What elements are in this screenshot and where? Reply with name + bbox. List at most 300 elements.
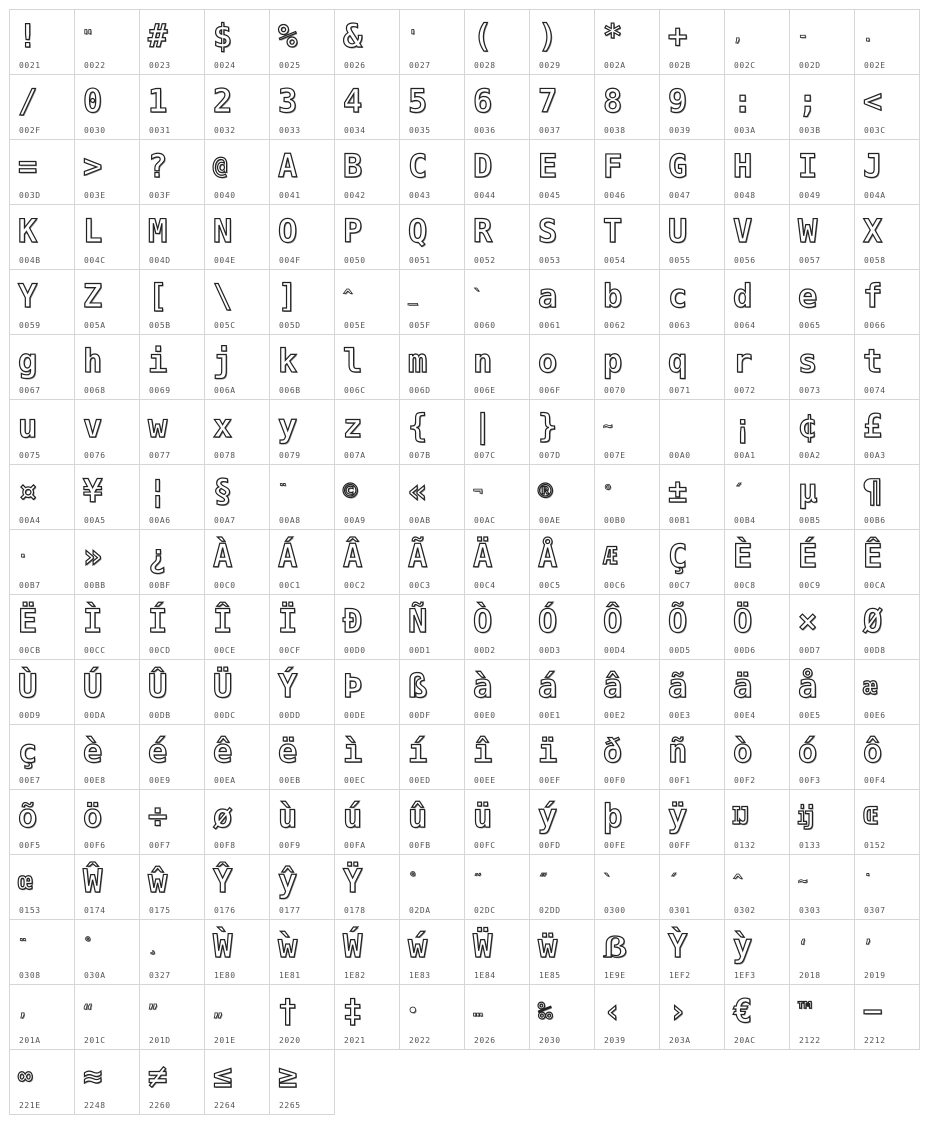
glyph-codepoint: 002B	[669, 61, 691, 70]
glyph-preview: ë	[278, 732, 298, 770]
glyph-codepoint: 00D3	[539, 646, 561, 655]
glyph-cell	[205, 270, 270, 335]
glyph-codepoint: 00E0	[474, 711, 496, 720]
glyph-codepoint: 00DE	[344, 711, 366, 720]
glyph-cell	[400, 335, 465, 400]
glyph-cell	[10, 660, 75, 725]
glyph-preview: ò	[733, 732, 753, 770]
glyph-cell	[465, 725, 530, 790]
glyph-cell	[595, 920, 660, 985]
glyph-codepoint: 00A5	[84, 516, 106, 525]
glyph-codepoint: 2212	[864, 1036, 886, 1045]
glyph-codepoint: 0302	[734, 906, 756, 915]
glyph-cell	[270, 855, 335, 920]
glyph-preview: Â	[343, 537, 363, 575]
glyph-cell	[855, 790, 920, 855]
glyph-cell	[75, 725, 140, 790]
glyph-cell	[530, 725, 595, 790]
glyph-cell	[270, 1050, 335, 1115]
glyph-codepoint: 004B	[19, 256, 41, 265]
glyph-preview: ỳ	[733, 927, 753, 965]
glyph-codepoint: 00EE	[474, 776, 496, 785]
glyph-preview: ‚	[18, 1001, 28, 1020]
glyph-cell	[335, 465, 400, 530]
glyph-preview: ›	[668, 992, 688, 1030]
glyph-preview: î	[473, 732, 493, 770]
glyph-preview: [	[148, 277, 168, 315]
glyph-codepoint: 00E5	[799, 711, 821, 720]
glyph-preview: b	[603, 277, 623, 315]
glyph-codepoint: 00F4	[864, 776, 886, 785]
glyph-codepoint: 0033	[279, 126, 301, 135]
glyph-preview: W	[798, 212, 818, 250]
glyph-cell	[270, 400, 335, 465]
glyph-cell	[10, 335, 75, 400]
glyph-preview: Ý	[278, 667, 298, 705]
glyph-cell	[75, 790, 140, 855]
glyph-preview: i	[148, 342, 168, 380]
glyph-cell	[725, 75, 790, 140]
glyph-codepoint: 005B	[149, 321, 171, 330]
glyph-preview: <	[863, 82, 883, 120]
glyph-preview: Í	[148, 602, 168, 640]
glyph-codepoint: 00C7	[669, 581, 691, 590]
glyph-cell	[790, 270, 855, 335]
glyph-codepoint: 00E6	[864, 711, 886, 720]
glyph-cell	[595, 660, 660, 725]
glyph-preview: é	[148, 732, 168, 770]
glyph-preview: A	[278, 147, 298, 185]
glyph-codepoint: 00CC	[84, 646, 106, 655]
glyph-cell	[335, 790, 400, 855]
glyph-codepoint: 0055	[669, 256, 691, 265]
glyph-cell	[725, 335, 790, 400]
glyph-cell	[790, 205, 855, 270]
glyph-codepoint: 201D	[149, 1036, 171, 1045]
glyph-cell	[205, 10, 270, 75]
glyph-preview: 2	[213, 82, 233, 120]
glyph-preview: x	[213, 407, 233, 445]
glyph-preview: ẃ	[408, 927, 428, 965]
glyph-cell	[725, 985, 790, 1050]
glyph-preview: Ŵ	[83, 862, 103, 900]
glyph-codepoint: 004E	[214, 256, 236, 265]
glyph-codepoint: 003C	[864, 126, 886, 135]
glyph-cell	[855, 205, 920, 270]
glyph-codepoint: 005F	[409, 321, 431, 330]
glyph-preview: }	[538, 407, 558, 445]
glyph-preview: 3	[278, 82, 298, 120]
glyph-cell	[270, 985, 335, 1050]
glyph-preview: õ	[18, 797, 38, 835]
glyph-preview: f	[863, 277, 883, 315]
glyph-codepoint: 003A	[734, 126, 756, 135]
glyph-codepoint: 0177	[279, 906, 301, 915]
glyph-cell	[400, 465, 465, 530]
glyph-preview: Ÿ	[343, 862, 363, 900]
glyph-preview: 9	[668, 82, 688, 120]
glyph-preview: v	[83, 407, 103, 445]
glyph-codepoint: 003D	[19, 191, 41, 200]
glyph-codepoint: 221E	[19, 1101, 41, 1110]
glyph-preview: ≠	[148, 1057, 168, 1095]
glyph-cell	[205, 1050, 270, 1115]
glyph-codepoint: 006E	[474, 386, 496, 395]
glyph-cell	[595, 530, 660, 595]
glyph-codepoint: 0174	[84, 906, 106, 915]
glyph-cell	[660, 985, 725, 1050]
glyph-preview: “	[83, 1001, 93, 1020]
glyph-codepoint: 00E8	[84, 776, 106, 785]
glyph-preview: \	[213, 277, 233, 315]
glyph-codepoint: 0047	[669, 191, 691, 200]
glyph-preview: ˜	[473, 871, 483, 890]
glyph-preview: Î	[213, 602, 233, 640]
glyph-preview: `	[603, 871, 613, 890]
glyph-codepoint: 2039	[604, 1036, 626, 1045]
glyph-cell	[855, 595, 920, 660]
glyph-codepoint: 00D9	[19, 711, 41, 720]
glyph-cell	[790, 75, 855, 140]
glyph-cell	[270, 660, 335, 725]
glyph-codepoint: 00D8	[864, 646, 886, 655]
glyph-cell	[530, 270, 595, 335]
glyph-preview: Ü	[213, 667, 233, 705]
glyph-preview: V	[733, 212, 753, 250]
glyph-cell	[140, 920, 205, 985]
glyph-codepoint: 0077	[149, 451, 171, 460]
glyph-codepoint: 00FD	[539, 841, 561, 850]
glyph-preview: £	[863, 407, 883, 445]
glyph-cell	[595, 790, 660, 855]
glyph-cell	[10, 855, 75, 920]
glyph-preview: j	[213, 342, 233, 380]
glyph-cell	[660, 10, 725, 75]
glyph-cell	[335, 335, 400, 400]
glyph-codepoint: 0074	[864, 386, 886, 395]
glyph-cell	[465, 855, 530, 920]
glyph-preview: #	[148, 17, 168, 55]
glyph-preview: ẞ	[603, 927, 628, 965]
glyph-cell	[790, 790, 855, 855]
glyph-codepoint: 007E	[604, 451, 626, 460]
glyph-preview: ¸	[148, 936, 158, 955]
glyph-codepoint: 00D2	[474, 646, 496, 655]
glyph-preview: ˚	[83, 936, 93, 955]
glyph-codepoint: 00A1	[734, 451, 756, 460]
glyph-preview: z	[343, 407, 363, 445]
glyph-cell	[270, 140, 335, 205]
glyph-preview: ¡	[733, 407, 753, 445]
glyph-cell	[270, 465, 335, 530]
glyph-cell	[75, 75, 140, 140]
glyph-codepoint: 0028	[474, 61, 496, 70]
glyph-cell	[595, 205, 660, 270]
glyph-cell	[790, 595, 855, 660]
glyph-codepoint: 00B5	[799, 516, 821, 525]
glyph-codepoint: 2020	[279, 1036, 301, 1045]
glyph-preview: F	[603, 147, 623, 185]
glyph-cell	[790, 985, 855, 1050]
glyph-cell	[530, 920, 595, 985]
glyph-preview: ’	[863, 936, 873, 955]
glyph-preview: n	[473, 342, 493, 380]
glyph-preview: T	[603, 212, 623, 250]
glyph-codepoint: 004D	[149, 256, 171, 265]
glyph-codepoint: 002D	[799, 61, 821, 70]
glyph-cell	[595, 270, 660, 335]
glyph-preview: Ẁ	[213, 927, 233, 965]
glyph-codepoint: 0021	[19, 61, 41, 70]
glyph-cell	[140, 1050, 205, 1115]
glyph-codepoint: 0027	[409, 61, 431, 70]
glyph-cell	[530, 205, 595, 270]
glyph-codepoint: 00CB	[19, 646, 41, 655]
glyph-preview: ≈	[83, 1057, 103, 1095]
glyph-cell	[790, 465, 855, 530]
glyph-preview: Ï	[278, 602, 298, 640]
glyph-preview: |	[473, 407, 493, 445]
glyph-preview	[664, 405, 714, 447]
glyph-codepoint: 0057	[799, 256, 821, 265]
glyph-preview: m	[408, 342, 428, 380]
glyph-codepoint: 0307	[864, 906, 886, 915]
glyph-preview: ™	[798, 997, 813, 1025]
glyph-codepoint: 004C	[84, 256, 106, 265]
glyph-codepoint: 00C4	[474, 581, 496, 590]
glyph-preview: ŷ	[278, 862, 298, 900]
glyph-codepoint: 00FF	[669, 841, 691, 850]
glyph-cell	[270, 530, 335, 595]
glyph-preview: 1	[148, 82, 168, 120]
glyph-codepoint: 00B1	[669, 516, 691, 525]
glyph-cell	[270, 75, 335, 140]
glyph-preview: w	[148, 407, 168, 445]
glyph-cell	[205, 400, 270, 465]
glyph-cell	[660, 465, 725, 530]
glyph-cell	[205, 790, 270, 855]
glyph-cell	[725, 920, 790, 985]
glyph-codepoint: 0038	[604, 126, 626, 135]
glyph-preview: ?	[148, 147, 168, 185]
glyph-preview: «	[408, 472, 428, 510]
glyph-cell	[270, 790, 335, 855]
glyph-preview: ‰	[538, 997, 553, 1025]
glyph-cell	[725, 530, 790, 595]
glyph-cell	[790, 10, 855, 75]
glyph-codepoint: 00C6	[604, 581, 626, 590]
glyph-preview: ĳ	[798, 802, 813, 830]
glyph-codepoint: 0046	[604, 191, 626, 200]
glyph-cell	[855, 140, 920, 205]
glyph-codepoint: 2018	[799, 971, 821, 980]
glyph-cell	[725, 465, 790, 530]
glyph-preview: ù	[278, 797, 298, 835]
glyph-codepoint: 007C	[474, 451, 496, 460]
glyph-cell	[790, 920, 855, 985]
glyph-cell	[790, 400, 855, 465]
glyph-cell	[855, 530, 920, 595]
glyph-preview: Þ	[343, 667, 363, 705]
glyph-codepoint: 00CA	[864, 581, 886, 590]
glyph-cell	[530, 855, 595, 920]
glyph-preview: ~	[798, 871, 808, 890]
glyph-cell	[725, 400, 790, 465]
glyph-cell	[855, 10, 920, 75]
glyph-preview: p	[603, 342, 623, 380]
glyph-cell	[270, 920, 335, 985]
glyph-cell	[335, 985, 400, 1050]
glyph-codepoint: 0030	[84, 126, 106, 135]
glyph-preview: ”	[148, 1001, 158, 1020]
glyph-codepoint: 2030	[539, 1036, 561, 1045]
glyph-preview: ‹	[603, 992, 623, 1030]
glyph-codepoint: 0049	[799, 191, 821, 200]
glyph-cell	[465, 595, 530, 660]
glyph-codepoint: 0073	[799, 386, 821, 395]
glyph-codepoint: 00F0	[604, 776, 626, 785]
glyph-cell	[660, 595, 725, 660]
glyph-cell	[335, 595, 400, 660]
glyph-codepoint: 0058	[864, 256, 886, 265]
glyph-codepoint: 006B	[279, 386, 301, 395]
glyph-cell	[400, 10, 465, 75]
glyph-codepoint: 0303	[799, 906, 821, 915]
glyph-cell	[530, 985, 595, 1050]
glyph-codepoint: 00FA	[344, 841, 366, 850]
glyph-cell	[595, 725, 660, 790]
glyph-codepoint: 006A	[214, 386, 236, 395]
glyph-preview: ·	[18, 546, 28, 565]
glyph-preview: >	[83, 147, 103, 185]
glyph-cell	[530, 660, 595, 725]
glyph-codepoint: 00EC	[344, 776, 366, 785]
glyph-cell	[335, 270, 400, 335]
glyph-codepoint: 1EF3	[734, 971, 756, 980]
glyph-cell	[10, 465, 75, 530]
glyph-codepoint: 00DF	[409, 711, 431, 720]
glyph-cell	[725, 725, 790, 790]
glyph-codepoint: 0029	[539, 61, 561, 70]
glyph-cell	[205, 205, 270, 270]
glyph-preview: ©	[343, 477, 358, 505]
glyph-codepoint: 00C8	[734, 581, 756, 590]
glyph-cell	[205, 660, 270, 725]
glyph-cell	[855, 985, 920, 1050]
glyph-cell	[75, 1050, 140, 1115]
glyph-preview: ^	[343, 286, 353, 305]
glyph-codepoint: 00D5	[669, 646, 691, 655]
glyph-cell	[205, 335, 270, 400]
glyph-preview: ,	[733, 26, 743, 45]
glyph-codepoint: 00DD	[279, 711, 301, 720]
glyph-codepoint: 00F5	[19, 841, 41, 850]
glyph-cell	[660, 920, 725, 985]
glyph-preview: o	[538, 342, 558, 380]
glyph-preview: ±	[668, 472, 688, 510]
glyph-codepoint: 00A0	[669, 451, 691, 460]
glyph-cell	[335, 660, 400, 725]
glyph-cell	[140, 530, 205, 595]
glyph-cell	[75, 10, 140, 75]
glyph-preview: &	[343, 17, 363, 55]
glyph-cell	[855, 855, 920, 920]
glyph-codepoint: 1E81	[279, 971, 301, 980]
glyph-codepoint: 0035	[409, 126, 431, 135]
glyph-codepoint: 00AE	[539, 516, 561, 525]
glyph-codepoint: 0078	[214, 451, 236, 460]
glyph-cell	[335, 75, 400, 140]
glyph-cell	[530, 400, 595, 465]
glyph-cell	[140, 400, 205, 465]
glyph-cell	[660, 400, 725, 465]
glyph-cell	[790, 660, 855, 725]
glyph-preview: g	[18, 342, 38, 380]
glyph-codepoint: 00D4	[604, 646, 626, 655]
glyph-codepoint: 0062	[604, 321, 626, 330]
glyph-preview: J	[863, 147, 883, 185]
glyph-codepoint: 0022	[84, 61, 106, 70]
glyph-cell	[205, 75, 270, 140]
glyph-cell	[75, 595, 140, 660]
glyph-codepoint: 00F6	[84, 841, 106, 850]
glyph-cell	[790, 725, 855, 790]
glyph-cell	[400, 855, 465, 920]
glyph-preview: ¨	[278, 481, 288, 500]
glyph-preview: Û	[148, 667, 168, 705]
glyph-preview: ø	[213, 797, 233, 835]
glyph-codepoint: 1E84	[474, 971, 496, 980]
glyph-cell	[465, 465, 530, 530]
glyph-codepoint: 0308	[19, 971, 41, 980]
glyph-cell	[10, 270, 75, 335]
glyph-codepoint: 0063	[669, 321, 691, 330]
glyph-codepoint: 0069	[149, 386, 171, 395]
glyph-cell	[335, 400, 400, 465]
glyph-preview: Z	[83, 277, 103, 315]
glyph-cell	[530, 335, 595, 400]
glyph-codepoint: 005D	[279, 321, 301, 330]
glyph-cell	[595, 75, 660, 140]
glyph-codepoint: 0178	[344, 906, 366, 915]
glyph-preview: ‘	[798, 936, 808, 955]
glyph-preview: ẅ	[538, 927, 558, 965]
glyph-preview: a	[538, 277, 558, 315]
glyph-cell	[660, 335, 725, 400]
glyph-preview: Ù	[18, 667, 38, 705]
glyph-cell	[660, 270, 725, 335]
glyph-preview: C	[408, 147, 428, 185]
glyph-codepoint: 1E9E	[604, 971, 626, 980]
glyph-preview: ý	[538, 797, 558, 835]
glyph-preview: Õ	[668, 602, 688, 640]
glyph-cell	[530, 75, 595, 140]
glyph-cell	[855, 920, 920, 985]
glyph-cell	[465, 140, 530, 205]
glyph-codepoint: 0039	[669, 126, 691, 135]
glyph-cell	[530, 595, 595, 660]
glyph-preview: æ	[863, 672, 878, 700]
glyph-codepoint: 0061	[539, 321, 561, 330]
glyph-cell	[140, 725, 205, 790]
glyph-cell	[855, 270, 920, 335]
glyph-cell	[400, 205, 465, 270]
glyph-preview: 5	[408, 82, 428, 120]
glyph-preview: l	[343, 342, 363, 380]
glyph-preview: ê	[213, 732, 233, 770]
glyph-preview: ;	[798, 82, 818, 120]
glyph-preview: $	[213, 17, 233, 55]
